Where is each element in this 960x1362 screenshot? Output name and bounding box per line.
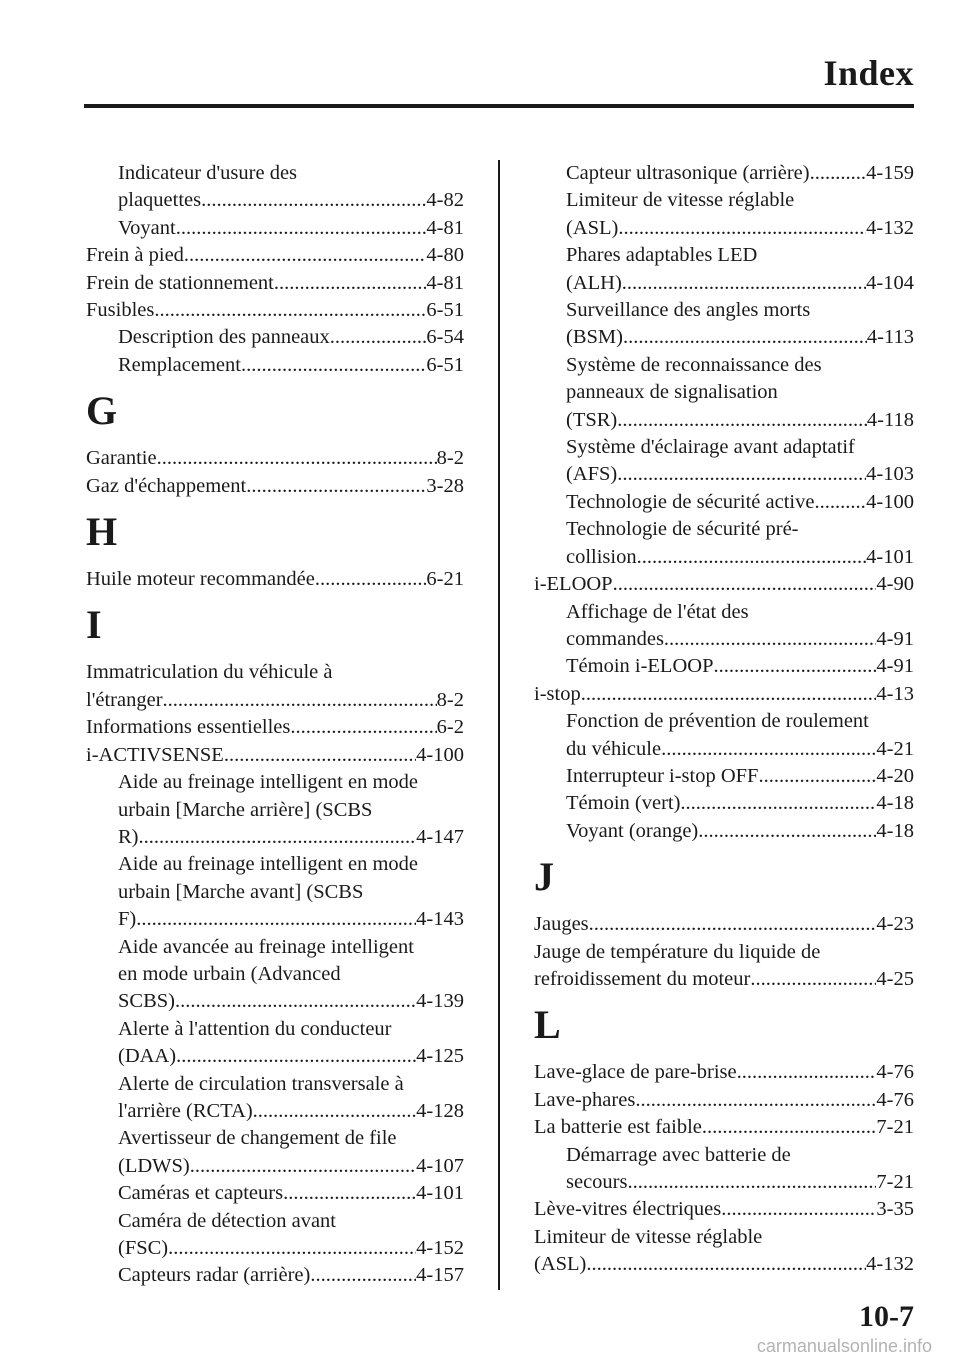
entry-label: Description des panneaux xyxy=(118,326,330,349)
entry-label: Aide au freinage intelligent en mode xyxy=(118,853,418,876)
entry-label: (ASL) xyxy=(534,1253,587,1276)
index-entry xyxy=(86,270,464,297)
index-subentry xyxy=(86,961,464,988)
dot-leader xyxy=(176,1043,416,1070)
entry-page-ref: 4-107 xyxy=(416,1154,464,1177)
index-subentry xyxy=(86,1208,464,1235)
index-subentry xyxy=(534,215,914,242)
index-entry xyxy=(534,681,914,708)
index-subentry xyxy=(86,988,464,1015)
entry-page-ref: 4-90 xyxy=(876,573,914,596)
entry-label: Alerte de circulation transversale à xyxy=(118,1072,404,1095)
dot-leader xyxy=(750,966,876,993)
index-subentry xyxy=(534,544,914,571)
index-subentry xyxy=(534,736,914,763)
entry-label: Voyant xyxy=(118,216,176,239)
index-subentry xyxy=(534,187,914,214)
dot-leader xyxy=(224,742,416,769)
entry-label: urbain [Marche arrière] (SCBS xyxy=(118,798,373,821)
index-subentry xyxy=(534,270,914,297)
entry-label: Informations essentielles xyxy=(86,716,291,739)
entry-page-ref: 6-54 xyxy=(426,326,464,349)
dot-leader xyxy=(618,215,866,242)
entry-label: Aide avancée au freinage intelligent xyxy=(118,935,414,958)
entry-label: (ALH) xyxy=(566,271,622,294)
index-subentry xyxy=(86,1098,464,1125)
dot-leader xyxy=(274,270,427,297)
entry-page-ref: 4-143 xyxy=(416,908,464,931)
dot-leader xyxy=(283,1180,416,1207)
dot-leader xyxy=(190,1153,416,1180)
dot-leader xyxy=(623,324,867,351)
entry-page-ref: 3-35 xyxy=(876,1198,914,1221)
entry-label: Immatriculation du véhicule à xyxy=(86,661,333,684)
entry-label: panneaux de signalisation xyxy=(566,381,778,404)
entry-label: Gaz d'échappement xyxy=(86,474,247,497)
index-subentry xyxy=(86,1262,464,1289)
index-entry xyxy=(86,297,464,324)
index-entry xyxy=(534,1059,914,1086)
index-entry xyxy=(86,473,464,500)
dot-leader xyxy=(713,653,876,680)
index-subentry xyxy=(86,1235,464,1262)
index-entry xyxy=(86,659,464,686)
index-subentry xyxy=(86,160,464,187)
section-letter: L xyxy=(534,1002,561,1048)
dot-leader xyxy=(661,736,876,763)
dot-leader xyxy=(664,626,877,653)
entry-page-ref: 4-147 xyxy=(416,825,464,848)
dot-leader xyxy=(163,687,437,714)
index-subentry xyxy=(534,516,914,543)
entry-label: i-ELOOP xyxy=(534,573,613,596)
entry-label: Système d'éclairage avant adaptatif xyxy=(566,436,855,459)
index-entry xyxy=(534,939,914,966)
entry-label: Limiteur de vitesse réglable xyxy=(534,1225,763,1248)
dot-leader xyxy=(680,790,876,817)
entry-page-ref: 4-100 xyxy=(416,743,464,766)
index-subentry xyxy=(86,906,464,933)
page-number: 10-7 xyxy=(859,1300,914,1333)
index-entry xyxy=(86,566,464,593)
entry-label: (TSR) xyxy=(566,408,618,431)
entry-label: Remplacement xyxy=(118,353,241,376)
dot-leader xyxy=(758,763,876,790)
entry-page-ref: 6-51 xyxy=(426,353,464,376)
entry-page-ref: 8-2 xyxy=(436,688,464,711)
index-entry xyxy=(534,1196,914,1223)
entry-label: Jauge de température du liquide de xyxy=(534,940,821,963)
dot-leader xyxy=(246,473,426,500)
entry-page-ref: 4-80 xyxy=(426,244,464,267)
entry-page-ref: 4-132 xyxy=(866,1253,914,1276)
index-entry xyxy=(86,687,464,714)
dot-leader xyxy=(698,818,876,845)
index-subentry xyxy=(86,851,464,878)
index-entry xyxy=(86,714,464,741)
entry-label: secours xyxy=(566,1171,628,1193)
index-subentry xyxy=(86,769,464,796)
dot-leader xyxy=(330,324,427,351)
column-divider xyxy=(498,160,500,1290)
entry-label: R) xyxy=(118,825,139,848)
entry-label: Lave-phares xyxy=(534,1088,636,1111)
entry-label: Fonction de prévention de roulement xyxy=(566,710,869,733)
index-entry xyxy=(86,242,464,269)
section-letter: G xyxy=(86,388,118,434)
index-subentry xyxy=(534,297,914,324)
index-subentry xyxy=(86,879,464,906)
watermark: carmanualsonline.info xyxy=(756,1336,932,1356)
entry-label: Surveillance des angles morts xyxy=(566,299,811,322)
entry-page-ref: 7-21 xyxy=(876,1116,914,1139)
entry-page-ref: 4-76 xyxy=(876,1061,914,1084)
entry-page-ref: 3-28 xyxy=(426,474,464,497)
index-entry xyxy=(534,911,914,938)
index-entry xyxy=(534,1114,914,1141)
entry-label: Système de reconnaissance des xyxy=(566,353,822,376)
dot-leader xyxy=(721,1196,876,1223)
index-subentry xyxy=(86,1125,464,1152)
header-rule xyxy=(84,104,914,108)
index-subentry xyxy=(86,1153,464,1180)
entry-label: commandes xyxy=(566,627,664,650)
index-subentry xyxy=(86,1016,464,1043)
entry-page-ref: 4-21 xyxy=(876,737,914,760)
entry-page-ref: 8-2 xyxy=(436,447,464,470)
entry-label: Témoin (vert) xyxy=(566,792,681,815)
index-subentry xyxy=(534,626,914,653)
entry-label: Avertisseur de changement de file xyxy=(118,1127,397,1150)
index-subentry xyxy=(86,1180,464,1207)
index-subentry xyxy=(534,1142,914,1169)
index-entry xyxy=(534,1224,914,1251)
dot-leader xyxy=(627,1169,876,1196)
entry-page-ref: 4-81 xyxy=(426,216,464,239)
entry-label: l'arrière (RCTA) xyxy=(118,1099,253,1122)
entry-label: urbain [Marche avant] (SCBS xyxy=(118,880,364,903)
entry-label: (AFS) xyxy=(566,463,618,486)
index-subentry xyxy=(534,324,914,351)
entry-page-ref: 4-125 xyxy=(416,1045,464,1068)
entry-page-ref: 4-20 xyxy=(876,764,914,787)
entry-label: (BSM) xyxy=(566,326,623,349)
index-subentry xyxy=(86,324,464,351)
entry-label: Capteurs radar (arrière) xyxy=(118,1264,311,1287)
index-subentry xyxy=(86,934,464,961)
entry-label: l'étranger xyxy=(86,688,163,711)
index-column-right xyxy=(534,160,914,1279)
index-subentry xyxy=(534,708,914,735)
index-entry xyxy=(534,966,914,993)
entry-label: Témoin i-ELOOP xyxy=(566,655,714,678)
entry-label: (DAA) xyxy=(118,1045,177,1068)
entry-page-ref: 4-13 xyxy=(876,682,914,705)
entry-label: F) xyxy=(118,908,137,931)
entry-page-ref: 4-152 xyxy=(416,1237,464,1259)
dot-leader xyxy=(637,544,867,571)
entry-page-ref: 7-21 xyxy=(876,1171,914,1193)
dot-leader xyxy=(622,270,866,297)
dot-leader xyxy=(175,988,416,1015)
index-subentry xyxy=(86,1071,464,1098)
entry-page-ref: 4-132 xyxy=(866,216,914,239)
entry-label: collision xyxy=(566,545,637,568)
entry-label: i-stop xyxy=(534,682,581,705)
index-subentry xyxy=(534,461,914,488)
entry-label: Interrupteur i-stop OFF xyxy=(566,764,759,787)
entry-label: Huile moteur recommandée xyxy=(86,568,315,591)
entry-page-ref: 4-104 xyxy=(866,271,914,294)
index-subentry xyxy=(534,653,914,680)
dot-leader xyxy=(154,297,426,324)
dot-leader xyxy=(581,681,877,708)
dot-leader xyxy=(814,489,866,516)
entry-label: Frein de stationnement xyxy=(86,271,274,294)
entry-label: Lave-glace de pare-brise xyxy=(534,1061,737,1084)
index-subentry xyxy=(534,489,914,516)
entry-page-ref: 4-25 xyxy=(876,967,914,990)
entry-page-ref: 4-18 xyxy=(876,792,914,815)
dot-leader xyxy=(290,714,436,741)
entry-label: (ASL) xyxy=(566,216,619,239)
index-entry xyxy=(86,445,464,472)
entry-page-ref: 4-23 xyxy=(876,913,914,936)
dot-leader xyxy=(617,461,866,488)
entry-page-ref: 4-101 xyxy=(866,545,914,568)
dot-leader xyxy=(241,352,426,379)
dot-leader xyxy=(201,187,426,214)
entry-page-ref: 4-128 xyxy=(416,1099,464,1122)
dot-leader xyxy=(737,1059,877,1086)
dot-leader xyxy=(176,215,427,242)
dot-leader xyxy=(635,1087,876,1114)
entry-label: Jauges xyxy=(534,913,589,936)
index-subentry xyxy=(86,824,464,851)
index-subentry xyxy=(86,187,464,214)
entry-page-ref: 4-103 xyxy=(866,463,914,486)
entry-label: Affichage de l'état des xyxy=(566,600,749,623)
page-title: Index xyxy=(823,53,914,93)
entry-label: Lève-vitres électriques xyxy=(534,1198,722,1221)
entry-page-ref: 4-113 xyxy=(866,326,914,349)
index-subentry xyxy=(534,763,914,790)
index-subentry xyxy=(534,434,914,461)
entry-page-ref: 6-2 xyxy=(436,716,464,739)
entry-page-ref: 4-100 xyxy=(866,490,914,513)
entry-label: Limiteur de vitesse réglable xyxy=(566,189,795,212)
section-letter: H xyxy=(86,509,118,555)
entry-page-ref: 4-139 xyxy=(416,990,464,1013)
entry-page-ref: 4-18 xyxy=(876,819,914,842)
dot-leader xyxy=(310,1262,416,1289)
entry-label: Démarrage avec batterie de xyxy=(566,1143,791,1166)
section-letter: J xyxy=(534,854,554,900)
dot-leader xyxy=(157,445,437,472)
entry-page-ref: 6-51 xyxy=(426,299,464,322)
entry-page-ref: 6-21 xyxy=(426,568,464,591)
entry-page-ref: 4-101 xyxy=(416,1182,464,1205)
index-subentry xyxy=(534,407,914,434)
dot-leader xyxy=(589,911,877,938)
entry-label: Capteur ultrasonique (arrière) xyxy=(566,162,810,184)
index-subentry xyxy=(534,790,914,817)
entry-label: La batterie est faible xyxy=(534,1116,702,1139)
index-subentry xyxy=(86,1043,464,1070)
index-entry xyxy=(534,1251,914,1278)
dot-leader xyxy=(315,566,427,593)
dot-leader xyxy=(702,1114,877,1141)
entry-page-ref: 4-91 xyxy=(876,655,914,678)
entry-label: Caméras et capteurs xyxy=(118,1182,284,1205)
dot-leader xyxy=(613,571,877,598)
entry-page-ref: 4-157 xyxy=(416,1264,464,1287)
entry-page-ref: 4-118 xyxy=(866,408,914,431)
index-subentry xyxy=(534,599,914,626)
entry-label: Frein à pied xyxy=(86,244,184,267)
index-subentry xyxy=(534,160,914,187)
entry-label: Voyant (orange) xyxy=(566,819,699,842)
entry-label: (LDWS) xyxy=(118,1154,190,1177)
entry-page-ref: 4-91 xyxy=(876,627,914,650)
entry-label: plaquettes xyxy=(118,189,202,212)
entry-label: Aide au freinage intelligent en mode xyxy=(118,771,418,794)
index-subentry xyxy=(534,1169,914,1196)
dot-leader xyxy=(586,1251,866,1278)
entry-label: Caméra de détection avant xyxy=(118,1209,336,1232)
dot-leader xyxy=(136,906,416,933)
dot-leader xyxy=(253,1098,417,1125)
dot-leader xyxy=(168,1235,416,1262)
entry-label: Technologie de sécurité active xyxy=(566,490,815,513)
entry-label: du véhicule xyxy=(566,737,662,760)
entry-page-ref: 4-82 xyxy=(426,189,464,212)
entry-label: Technologie de sécurité pré- xyxy=(566,518,799,541)
index-subentry xyxy=(534,379,914,406)
entry-label: Alerte à l'attention du conducteur xyxy=(118,1017,392,1040)
index-subentry xyxy=(534,242,914,269)
index-column-left xyxy=(86,160,464,1290)
dot-leader xyxy=(139,824,417,851)
index-subentry xyxy=(86,797,464,824)
entry-label: Fusibles xyxy=(86,299,155,322)
index-subentry xyxy=(86,352,464,379)
index-entry xyxy=(534,1087,914,1114)
dot-leader xyxy=(617,407,867,434)
entry-label: i-ACTIVSENSE xyxy=(86,743,224,766)
dot-leader xyxy=(184,242,427,269)
index-entry xyxy=(86,742,464,769)
entry-label: (FSC) xyxy=(118,1237,169,1259)
entry-label: Indicateur d'usure des xyxy=(118,162,298,184)
entry-page-ref: 4-76 xyxy=(876,1088,914,1111)
entry-label: Garantie xyxy=(86,447,157,470)
index-entry xyxy=(534,571,914,598)
entry-label: refroidissement du moteur xyxy=(534,967,751,990)
index-subentry xyxy=(86,215,464,242)
index-subentry xyxy=(534,818,914,845)
entry-page-ref: 4-81 xyxy=(426,271,464,294)
entry-page-ref: 4-159 xyxy=(866,162,914,184)
entry-label: en mode urbain (Advanced xyxy=(118,962,341,985)
entry-label: Phares adaptables LED xyxy=(566,244,758,267)
dot-leader xyxy=(810,160,867,187)
section-letter: I xyxy=(86,602,102,648)
index-subentry xyxy=(534,352,914,379)
entry-label: SCBS) xyxy=(118,990,175,1013)
